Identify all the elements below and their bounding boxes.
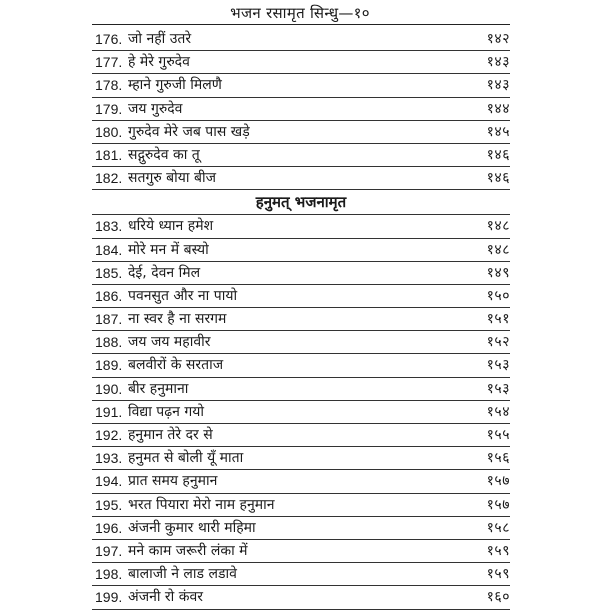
entry-title: देई, देवन मिल — [128, 264, 201, 281]
toc-entry — [92, 586, 510, 609]
entry-number: 191. — [95, 403, 123, 420]
entry-title: धरिये ध्यान हमेश — [128, 218, 214, 235]
entry-title: बालाजी ने लाड लडावे — [128, 566, 237, 583]
entry-title: सतगुरु बोया बीज — [128, 170, 216, 187]
toc-entry — [92, 563, 510, 586]
entry-title: सद्गुरुदेव का तू — [128, 146, 200, 163]
entry-title: भरत पियारा मेरो नाम हनुमान — [128, 496, 275, 513]
entry-page-number: १४६ — [486, 146, 510, 163]
entry-title: मोरे मन में बस्यो — [128, 241, 209, 258]
entry-title: हनुमान तेरे दर से — [128, 427, 213, 443]
entry-page-number: १४२ — [486, 31, 510, 47]
toc-group-hanumat — [92, 215, 510, 609]
entry-title: पवनसुत और ना पायो — [128, 287, 238, 304]
toc-entry — [92, 51, 510, 74]
entry-page-number: १५८ — [486, 519, 510, 536]
entry-title: अंजनी रो कंवर — [128, 589, 203, 606]
entry-title: गुरुदेव मेरे जब पास खड़े — [128, 123, 250, 140]
entry-number: 193. — [95, 450, 123, 467]
entry-number: 184. — [95, 241, 123, 258]
entry-number: 188. — [95, 334, 123, 351]
entry-title: बीर हनुमाना — [128, 380, 189, 397]
entry-page-number: १४३ — [486, 77, 510, 94]
toc-entry — [92, 308, 510, 331]
entry-page-number: १४८ — [486, 241, 510, 258]
entry-number: 178. — [95, 77, 123, 94]
toc-entry — [92, 424, 510, 447]
entry-page-number: १४९ — [486, 264, 510, 281]
entry-page-number: १५१ — [486, 311, 510, 328]
entry-page-number: १५५ — [486, 427, 510, 443]
toc-entry — [92, 378, 510, 401]
entry-page-number: १५२ — [486, 334, 510, 351]
entry-page-number: १५९ — [486, 566, 510, 583]
entry-page-number: १४३ — [486, 54, 510, 71]
entry-number: 192. — [95, 427, 123, 443]
entry-number: 182. — [95, 170, 123, 187]
toc-entry — [92, 144, 510, 167]
entry-page-number: १५३ — [486, 380, 510, 397]
entry-number: 181. — [95, 146, 123, 163]
toc-entry — [92, 121, 510, 144]
entry-title: म्हाने गुरुजी मिलणै — [128, 77, 222, 94]
entry-number: 198. — [95, 566, 123, 583]
toc-entry — [92, 331, 510, 354]
toc-entry — [92, 74, 510, 97]
entry-number: 180. — [95, 123, 123, 140]
entry-page-number: १६० — [486, 589, 510, 606]
toc-entry — [92, 239, 510, 262]
toc-entry — [92, 447, 510, 470]
entry-number: 186. — [95, 287, 123, 304]
entry-page-number: १५७ — [486, 473, 510, 490]
entry-number: 176. — [95, 31, 123, 47]
entry-title: विद्या पढ़न गयो — [128, 403, 204, 420]
entry-number: 190. — [95, 380, 123, 397]
toc-entry — [92, 470, 510, 493]
page-header: भजन रसामृत सिन्धु—१० — [230, 4, 370, 22]
entry-number: 183. — [95, 218, 123, 235]
entry-page-number: १५७ — [486, 496, 510, 513]
entry-number: 189. — [95, 357, 123, 374]
entry-page-number: १५४ — [486, 403, 510, 420]
entry-number: 194. — [95, 473, 123, 490]
entry-page-number: १५३ — [486, 357, 510, 374]
toc-entry — [92, 540, 510, 563]
entry-number: 195. — [95, 496, 123, 513]
entry-page-number: १५० — [486, 287, 510, 304]
entry-page-number: १४५ — [486, 123, 510, 140]
toc-entry — [92, 354, 510, 377]
toc-entry — [92, 28, 510, 51]
toc-entry — [92, 98, 510, 121]
entry-page-number: १४४ — [486, 100, 510, 117]
entry-title: जो नहीं उतरे — [128, 31, 192, 47]
entry-number: 185. — [95, 264, 123, 281]
toc-entry — [92, 167, 510, 190]
entry-title: हे मेरे गुरुदेव — [128, 54, 190, 71]
entry-title: अंजनी कुमार थारी महिमा — [128, 519, 256, 536]
entry-number: 179. — [95, 100, 123, 117]
entry-title: ना स्वर है ना सरगम — [128, 311, 227, 328]
entry-page-number: १५९ — [486, 542, 510, 559]
entry-title: हनुमत से बोली यूँ माता — [128, 450, 244, 467]
entry-number: 196. — [95, 519, 123, 536]
entry-number: 177. — [95, 54, 123, 71]
section-heading: हनुमत् भजनामृत — [92, 190, 510, 215]
header-rule — [92, 24, 510, 25]
toc-entry — [92, 215, 510, 238]
toc-list — [92, 28, 510, 610]
entry-title: मने काम जरूरी लंका में — [128, 542, 248, 559]
toc-entry — [92, 401, 510, 424]
entry-page-number: १४८ — [486, 218, 510, 235]
entry-title: प्रात समय हनुमान — [128, 473, 218, 490]
toc-group-guru — [92, 28, 510, 190]
entry-title: जय गुरुदेव — [128, 100, 183, 117]
entry-title: बलवीरों के सरताज — [128, 357, 224, 374]
entry-number: 199. — [95, 589, 123, 606]
toc-entry — [92, 262, 510, 285]
entry-title: जय जय महावीर — [128, 334, 211, 351]
entry-page-number: १५६ — [486, 450, 510, 467]
toc-entry — [92, 494, 510, 517]
toc-entry — [92, 517, 510, 540]
toc-entry — [92, 285, 510, 308]
entry-number: 197. — [95, 542, 123, 559]
entry-number: 187. — [95, 311, 123, 328]
entry-page-number: १४६ — [486, 170, 510, 187]
